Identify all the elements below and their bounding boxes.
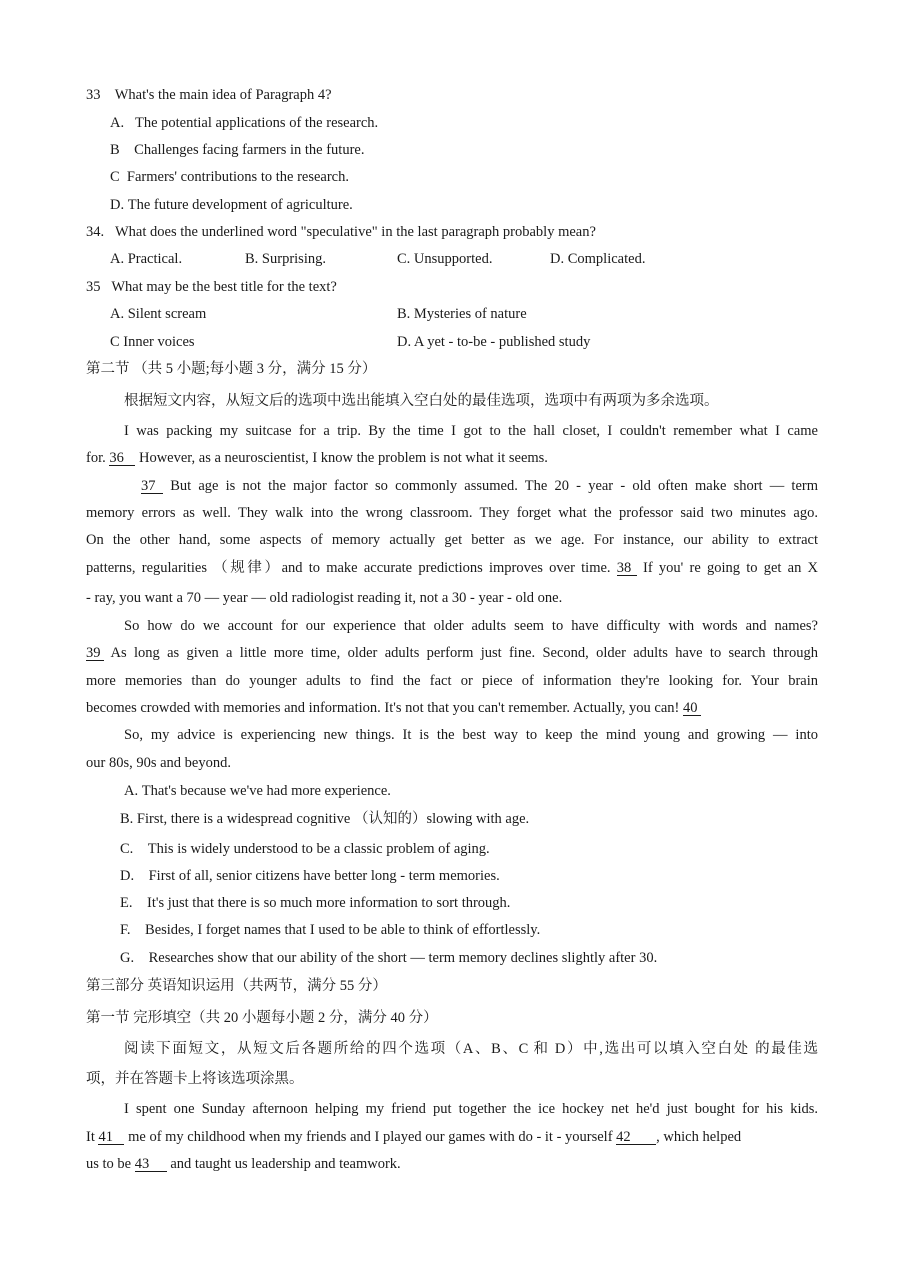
passage-p2-line5: - ray, you want a 70 — year — old radiologist reading it, not a 30 - year - old one. [86,590,563,606]
section-2-header: 第二节 （共 5 小题;每小题 3 分，满分 15 分） [86,361,377,377]
question-35-option-d: D. A yet - to-be - published study [397,334,591,350]
blank-37[interactable]: 37 [141,479,163,494]
passage-p1-line1: I was packing my suitcase for a trip. By the time I got to the hall closet, I couldn't remember what I came [124,423,818,439]
option-g: G. Researches show that our ability of the short — term memory declines slightly after 30. [120,950,658,966]
section-2-instruction: 根据短文内容，从短文后的选项中选出能填入空白处的最佳选项，选项中有两项为多余选项。 [124,393,719,409]
cloze-line2: It 41 me of my childhood when my friends and I played our games with do - it - yourself 42 , which helped [86,1129,742,1145]
option-b: B. First, there is a widespread cognitive （认知的）slowing with age. [120,811,530,827]
option-e: E. It's just that there is so much more information to sort through. [120,895,511,911]
blank-39[interactable]: 39 [86,646,104,661]
question-35-option-c: C Inner voices [110,334,195,350]
passage-p2-line1: 37 But age is not the major factor so commonly assumed. The 20 - year - old often make short — term [141,478,819,494]
passage-p4-line2: our 80s, 90s and beyond. [86,755,231,771]
part-3-instruction-line2: 项，并在答题卡上将该选项涂黑。 [86,1071,304,1087]
passage-p3-line2: 39 As long as given a little more time, older adults perform just fine. Second, older adults have to search through [86,645,818,661]
passage-p2-line2: memory errors as well. They walk into the wrong classroom. They forget what the professor said two minutes ago. [86,505,818,521]
question-33-stem: 33 What's the main idea of Paragraph 4? [86,87,332,103]
passage-p3-line4: becomes crowded with memories and information. It's not that you can't remember. Actually, you can! 40 [86,699,701,717]
part-3-header: 第三部分 英语知识运用（共两节，满分 55 分） [86,978,387,994]
passage-p3-line3: more memories than do younger adults to find the fact or piece of information they're looking for. Your brain [86,673,818,689]
blank-41[interactable]: 41 [98,1130,124,1145]
question-35-option-b: B. Mysteries of nature [397,306,527,322]
question-33-option-c: C Farmers' contributions to the research. [110,169,349,185]
option-c: C. This is widely understood to be a classic problem of aging. [120,841,490,857]
question-33-option-a: A. The potential applications of the research. [110,115,379,131]
question-33-option-d: D. The future development of agriculture. [110,197,353,213]
passage-p3-line1: So how do we account for our experience that older adults seem to have difficulty with words and names? [124,618,818,634]
question-34-stem: 34. What does the underlined word "speculative" in the last paragraph probably mean? [86,224,596,240]
option-d: D. First of all, senior citizens have better long - term memories. [120,868,500,884]
passage-p2-line3: On the other hand, some aspects of memory actually get better as we age. For instance, our ability to extract [86,532,818,548]
cloze-line1: I spent one Sunday afternoon helping my friend put together the ice hockey net he'd just bought for his kids. [124,1101,818,1117]
part-3-section-1-header: 第一节 完形填空（共 20 小题每小题 2 分，满分 40 分） [86,1010,438,1026]
blank-40[interactable]: 40 [683,701,701,716]
cloze-line3: us to be 43 and taught us leadership and teamwork. [86,1156,401,1172]
blank-38[interactable]: 38 [617,561,637,576]
question-34-option-d: D. Complicated. [550,251,646,267]
question-34-option-a: A. Practical. [110,251,183,267]
passage-p2-line4: patterns, regularities （规律）and to make accurate predictions improves over time. 38 If you' re going to get an X [86,560,819,576]
passage-p1-line2: for. 36 However, as a neuroscientist, I know the problem is not what it seems. [86,450,548,466]
option-a: A. That's because we've had more experience. [124,783,391,799]
question-34-option-c: C. Unsupported. [397,251,493,267]
question-35-stem: 35 What may be the best title for the text? [86,279,337,295]
blank-43[interactable]: 43 [135,1157,167,1172]
option-f: F. Besides, I forget names that I used to be able to think of effortlessly. [120,922,541,938]
blank-42[interactable]: 42 [616,1130,656,1145]
part-3-instruction-line1: 阅读下面短文，从短文后各题所给的四个选项（A、B、C 和 D）中,选出可以填入空白处 的最佳选 [124,1041,818,1057]
question-33-option-b: B Challenges facing farmers in the future. [110,142,365,158]
blank-36[interactable]: 36 [109,451,135,466]
passage-p4-line1: So, my advice is experiencing new things. It is the best way to keep the mind young and growing — into [124,727,818,743]
question-34-option-b: B. Surprising. [245,251,326,267]
question-35-option-a: A. Silent scream [110,306,207,322]
